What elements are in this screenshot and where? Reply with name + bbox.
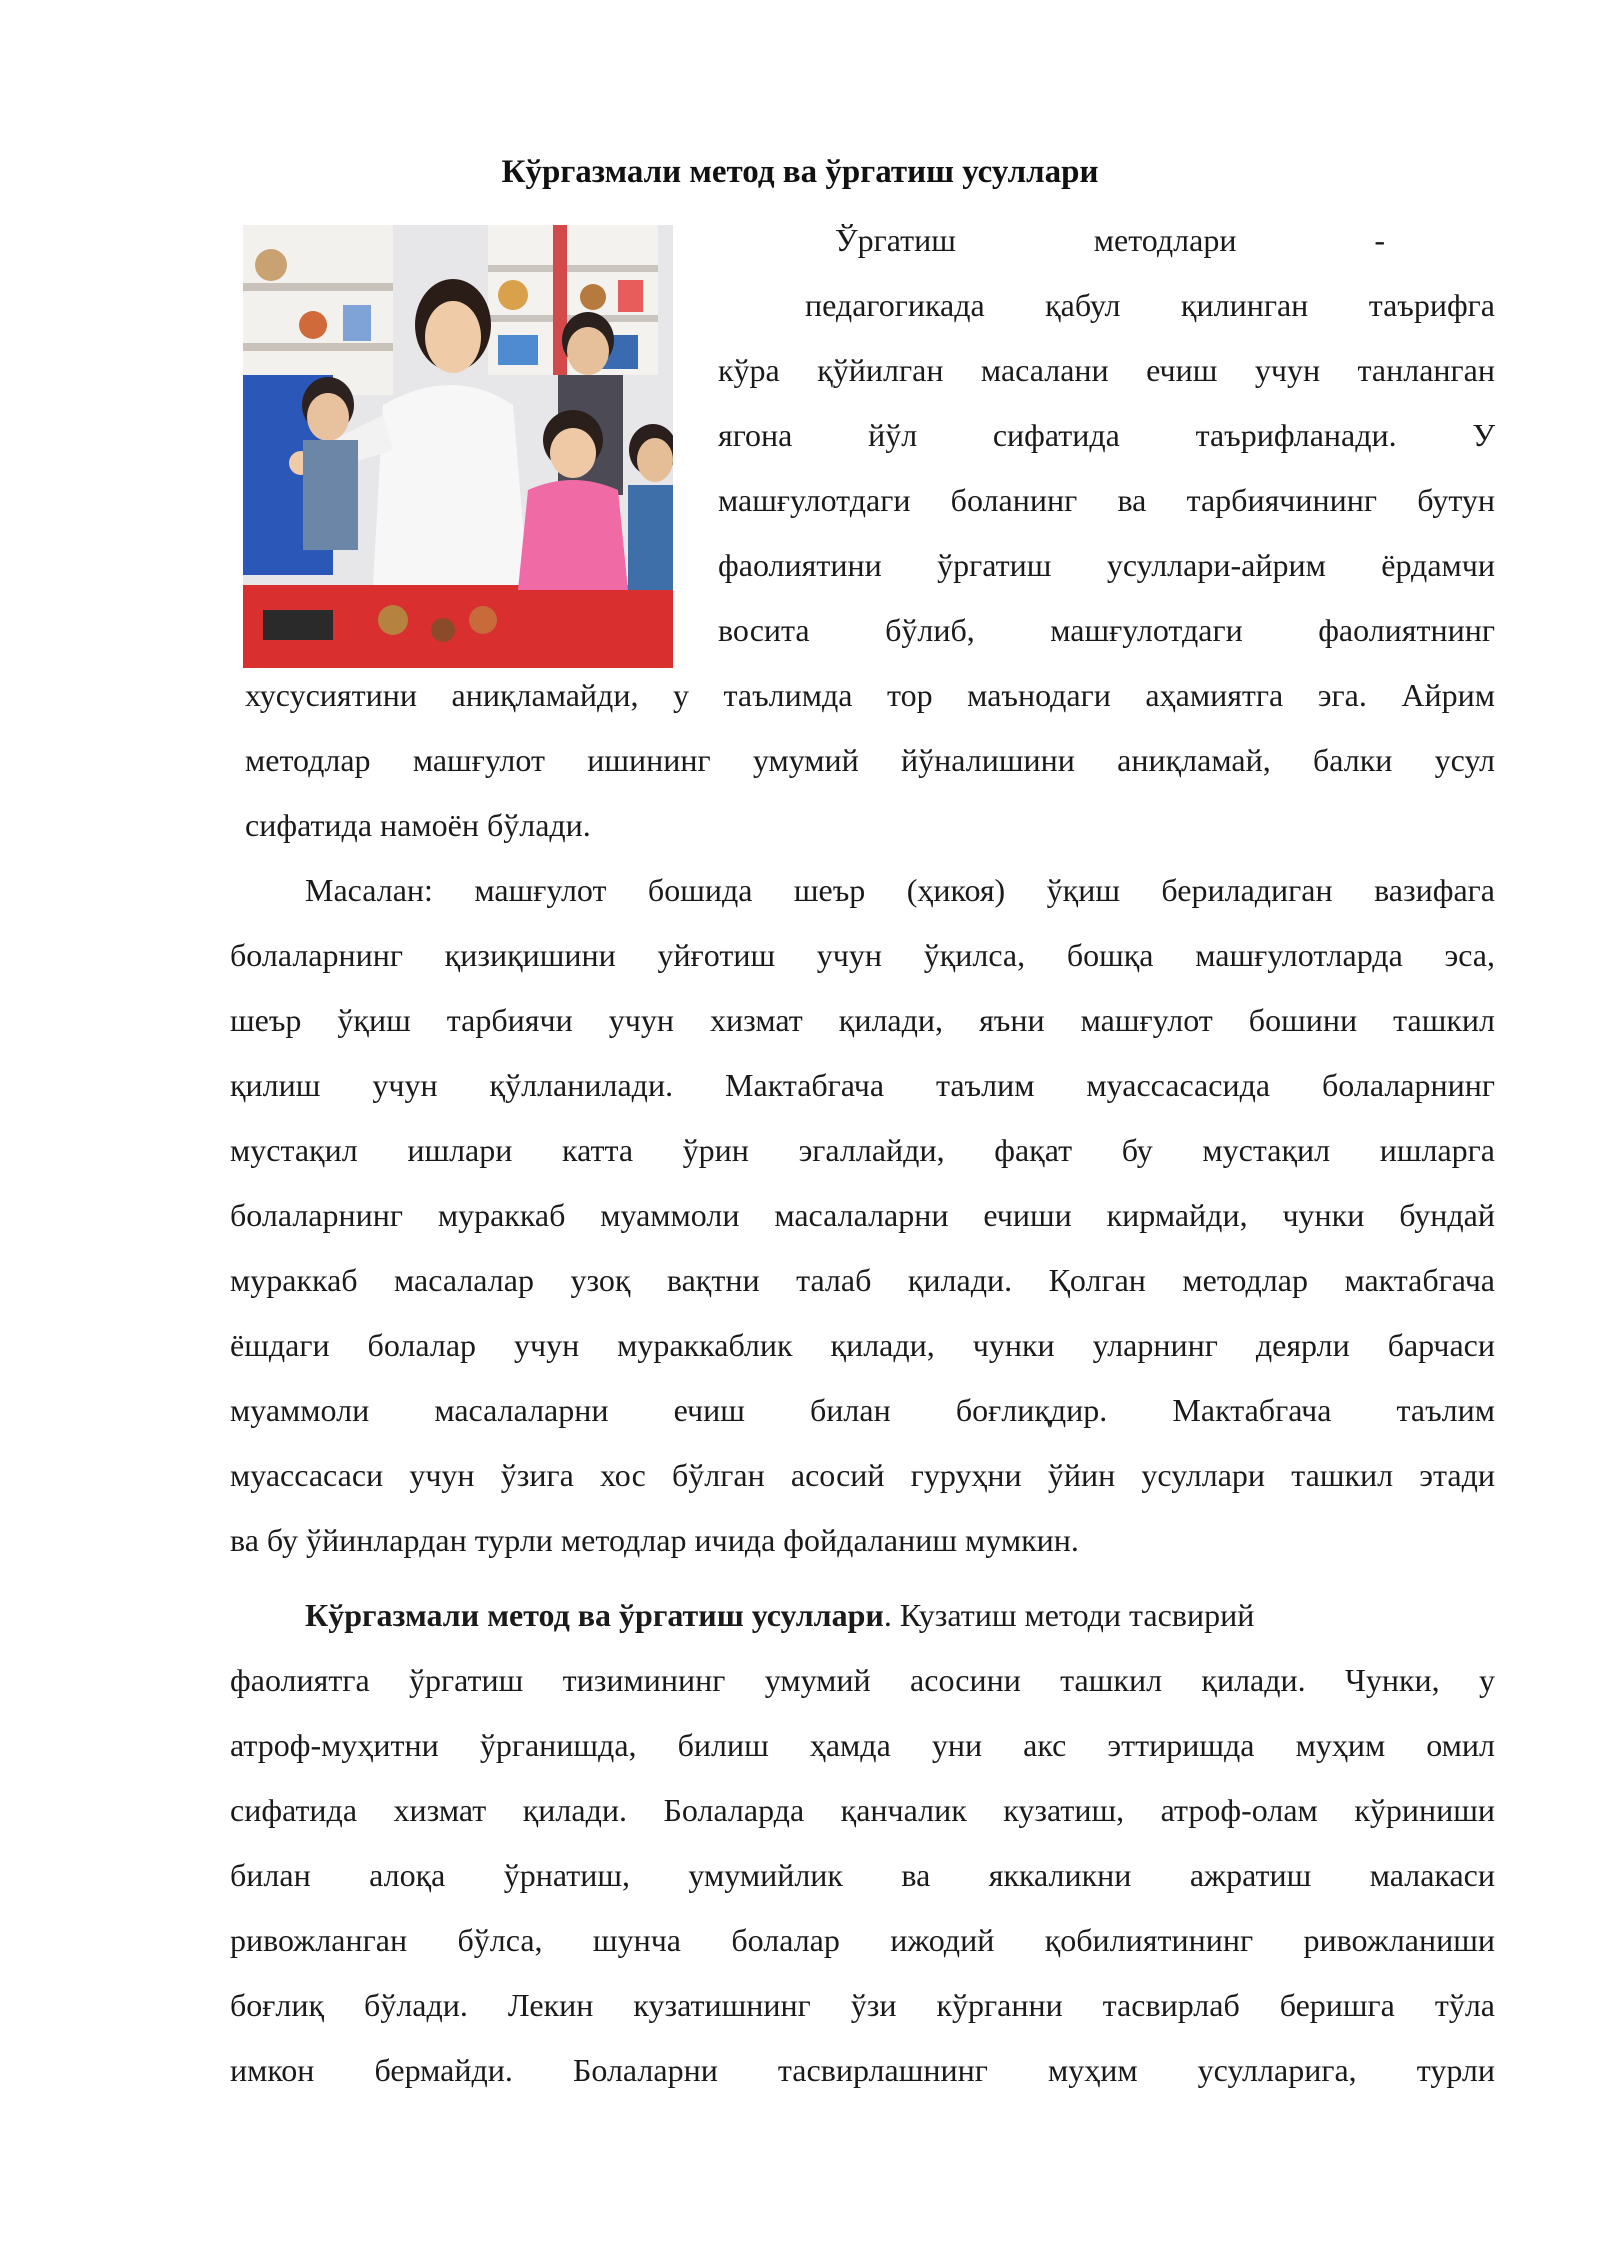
text-line: восита бўлиб, машғулотдаги фаолиятнинг	[718, 612, 1495, 648]
text-line: шеър ўқиш тарбиячи учун хизмат қилади, яъни машғулот бошини ташкил	[230, 1002, 1495, 1038]
text-line: имкон бермайди. Болаларни тасвирлашнинг муҳим усулларига, турли	[230, 2052, 1495, 2088]
text-line: болаларнинг қизиқишини уйғотиш учун ўқилса, бошқа машғулотларда эса,	[230, 937, 1495, 973]
text-line: болаларнинг мураккаб муаммоли масалаларни ечиши кирмайди, чунки бундай	[230, 1197, 1495, 1233]
bold-lead: Кўргазмали метод ва ўргатиш усуллари	[305, 1597, 884, 1633]
text-line: муассасаси учун ўзига хос бўлган асосий гуруҳни ўйин усуллари ташкил этади	[230, 1457, 1495, 1493]
text-line: мустақил ишлари катта ўрин эгаллайди, фақат бу мустақил ишларга	[230, 1132, 1495, 1168]
text-line: хусусиятини аниқламайди, у таълимда тор маънодаги аҳамиятга эга. Айрим	[245, 677, 1495, 713]
text-line: сифатида намоён бўлади.	[245, 807, 591, 843]
text-line: атроф-муҳитни ўрганишда, билиш ҳамда уни акс эттиришда муҳим омил	[230, 1727, 1495, 1763]
text-line-lead	[305, 1595, 1495, 1635]
text-line: Ўргатиш методлари -	[835, 222, 1385, 258]
text-line: педагогикада қабул қилинган таърифга	[805, 287, 1495, 323]
page-title: Кўргазмали метод ва ўргатиш усуллари	[501, 154, 1099, 190]
text-line: қилиш учун қўлланилади. Мактабгача таълим муассасасида болаларнинг	[230, 1067, 1495, 1103]
text-line: методлар машғулот ишининг умумий йўналишини аниқламай, балки усул	[245, 742, 1495, 778]
text-line: ва бу ўйинлардан турли методлар ичида фойдаланиш мумкин.	[230, 1522, 1079, 1558]
text-line: билан алоқа ўрнатиш, умумийлик ва яккаликни ажратиш малакаси	[230, 1857, 1495, 1893]
text-line: ёшдаги болалар учун мураккаблик қилади, чунки уларнинг деярли барчаси	[230, 1327, 1495, 1363]
text-line: Масалан: машғулот бошида шеър (ҳикоя) ўқиш бериладиган вазифага	[305, 872, 1495, 908]
lead-rest: . Кузатиш методи тасвирий	[883, 1597, 1255, 1633]
text-line: боғлиқ бўлади. Лекин кузатишнинг ўзи кўрганни тасвирлаб беришга тўла	[230, 1987, 1495, 2023]
text-line: кўра қўйилган масалани ечиш учун танланган	[718, 352, 1495, 388]
classroom-photo-drawing	[243, 225, 673, 668]
text-line: ягона йўл сифатида таърифланади. У	[718, 417, 1495, 453]
classroom-photo	[243, 225, 673, 668]
text-line: мураккаб масалалар узоқ вақтни талаб қилади. Қолган методлар мактабгача	[230, 1262, 1495, 1298]
text-line: сифатида хизмат қилади. Болаларда қанчалик кузатиш, атроф-олам кўриниши	[230, 1792, 1495, 1828]
text-line: машғулотдаги боланинг ва тарбиячининг бутун	[718, 482, 1495, 518]
text-line: фаолиятга ўргатиш тизимининг умумий асосини ташкил қилади. Чунки, у	[230, 1662, 1495, 1698]
text-line: муаммоли масалаларни ечиш билан боғлиқдир. Мактабгача таълим	[230, 1392, 1495, 1428]
text-line: фаолиятини ўргатиш усуллари-айрим ёрдамчи	[718, 547, 1495, 583]
text-line: ривожланган бўлса, шунча болалар ижодий қобилиятининг ривожланиши	[230, 1922, 1495, 1958]
